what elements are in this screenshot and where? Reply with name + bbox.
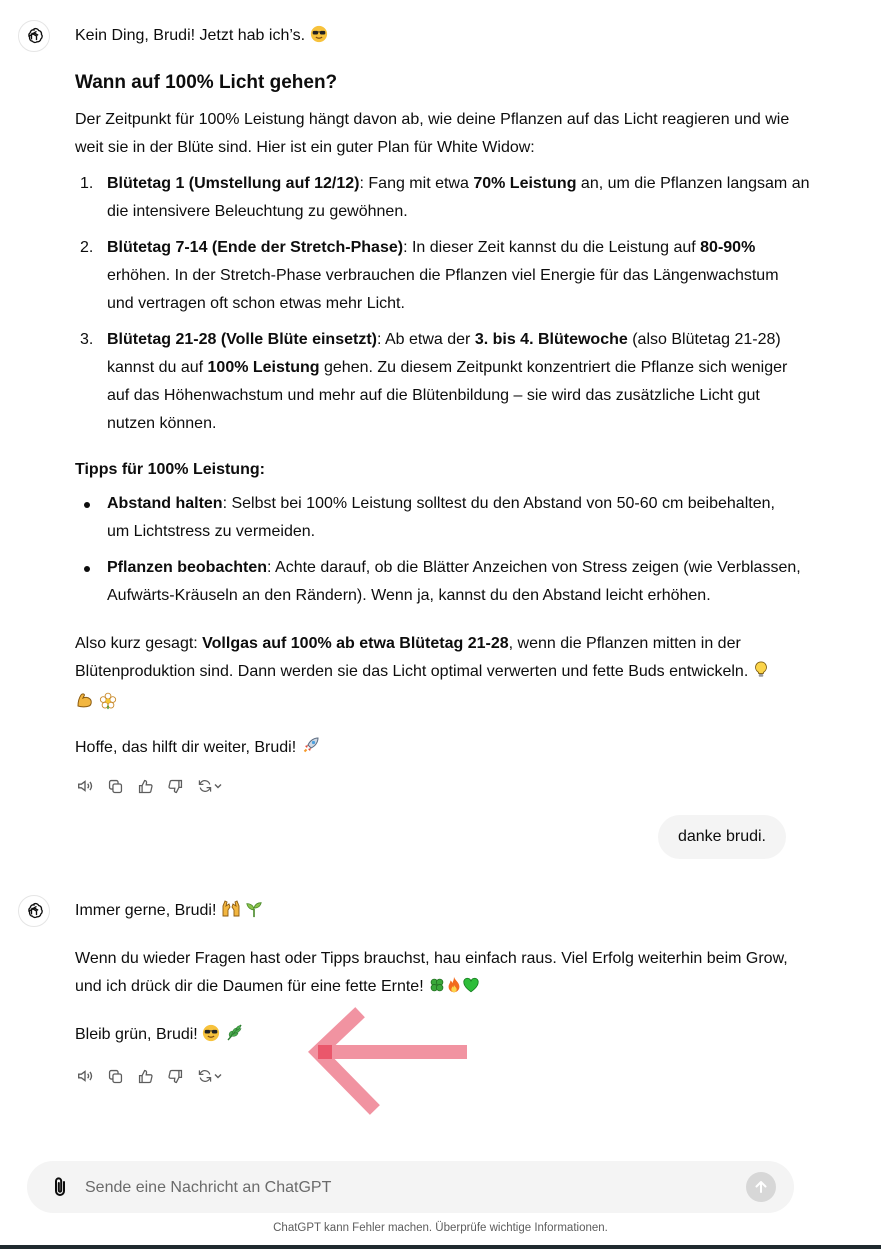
thumbs-up-button[interactable] (135, 776, 155, 796)
thumbs-down-icon (167, 1068, 184, 1085)
message-actions (75, 1065, 225, 1087)
list-item-2-line-2: erhöhen. In der Stretch-Phase verbrauchen die Pflanzen viel Energie für das Längenwachstum (107, 267, 779, 284)
tips-heading: Tipps für 100% Leistung: (75, 461, 265, 478)
closing-line: Hoffe, das hilft dir weiter, Brudi! (75, 734, 321, 762)
read-aloud-button[interactable] (75, 776, 95, 796)
list-item-3-line-4: nutzen können. (107, 415, 217, 432)
read-aloud-button[interactable] (75, 1066, 95, 1086)
thumbs-up-button[interactable] (135, 1066, 155, 1086)
fire-emoji-icon (446, 976, 462, 994)
message-actions (75, 775, 225, 797)
reply-line-2: Wenn du wieder Fragen hast oder Tipps brauchst, hau einfach raus. Viel Erfolg weiterhin beim Grow, (75, 950, 788, 967)
tip-2-line-2: Aufwärts-Kräuseln an den Rändern). Wenn ja, kannst du den Abstand leicht erhöhen. (107, 587, 711, 604)
speaker-icon (76, 777, 94, 795)
thumbs-down-button[interactable] (165, 1066, 185, 1086)
four-leaf-clover-emoji-icon (428, 976, 446, 994)
arrow-annotation-icon (300, 1005, 470, 1120)
list-number-1: 1. (80, 175, 94, 192)
list-item-1-line-1: Blütetag 1 (Umstellung auf 12/12): Fang mit etwa 70% Leistung an, um die Pflanzen langsam an (107, 175, 810, 192)
list-number-3: 3. (80, 331, 94, 348)
list-item-3-line-2: kannst du auf 100% Leistung gehen. Zu diesem Zeitpunkt konzentriert die Pflanze sich weniger (107, 359, 788, 376)
send-arrow-icon (753, 1179, 769, 1195)
assistant-avatar (18, 895, 50, 927)
bullet-dot (84, 566, 90, 572)
message-input[interactable] (83, 1175, 687, 1201)
copy-button[interactable] (105, 1066, 125, 1086)
summary-line-1: Also kurz gesagt: Vollgas auf 100% ab etwa Blütetag 21-28, wenn die Pflanzen mitten in der (75, 635, 741, 652)
intro-line-2: weit sie in der Blüte sind. Hier ist ein guter Plan für White Widow: (75, 139, 535, 156)
send-button[interactable] (746, 1172, 776, 1202)
reply-line-4: Bleib grün, Brudi! (75, 1021, 245, 1049)
thumbs-down-icon (167, 778, 184, 795)
thumbs-down-button[interactable] (165, 776, 185, 796)
regenerate-icon (197, 1068, 213, 1084)
window-bottom-edge (0, 1245, 881, 1249)
attach-button[interactable] (49, 1175, 71, 1199)
thumbs-up-icon (137, 778, 154, 795)
flexed-biceps-emoji-icon (75, 690, 95, 710)
lightbulb-emoji-icon (753, 661, 769, 679)
copy-icon (107, 778, 124, 795)
speaker-icon (76, 1067, 94, 1085)
tip-1-line-2: um Lichtstress zu vermeiden. (107, 523, 316, 540)
bullet-dot (84, 502, 90, 508)
tip-2-line-1: Pflanzen beobachten: Achte darauf, ob die Blätter Anzeichen von Stress zeigen (wie Verblassen, (107, 559, 801, 576)
regenerate-icon (197, 778, 213, 794)
herb-leaf-emoji-icon (225, 1022, 245, 1042)
tip-1-line-1: Abstand halten: Selbst bei 100% Leistung solltest du den Abstand von 50-60 cm beibehalten, (107, 495, 775, 512)
copy-button[interactable] (105, 776, 125, 796)
list-item-2-line-1: Blütetag 7-14 (Ende der Stretch-Phase): In dieser Zeit kannst du die Leistung auf 80-90% (107, 239, 756, 256)
openai-logo-icon (24, 901, 44, 921)
chevron-down-icon (213, 1071, 223, 1081)
greeting-line: Kein Ding, Brudi! Jetzt hab ich’s. (75, 22, 328, 50)
regenerate-button[interactable] (195, 1066, 225, 1086)
copy-icon (107, 1068, 124, 1085)
message-composer (27, 1161, 794, 1213)
sunglasses-emoji-icon (202, 1024, 220, 1042)
sunglasses-emoji-icon (310, 25, 328, 43)
summary-line-2: Blütenproduktion sind. Dann werden sie das Licht optimal verwerten und fette Buds entwickeln. (75, 658, 769, 686)
green-heart-emoji-icon (462, 976, 480, 994)
user-message-bubble (658, 815, 786, 859)
reply-line-3: und ich drück dir die Daumen für eine fette Ernte! (75, 973, 480, 1001)
seedling-emoji-icon (245, 900, 263, 918)
user-message-text: danke brudi. (677, 828, 766, 845)
section-heading: Wann auf 100% Licht gehen? (75, 72, 338, 93)
chevron-down-icon (213, 781, 223, 791)
blossom-emoji-icon (99, 692, 117, 710)
list-item-2-line-3: und vertragen oft schon etwas mehr Licht. (107, 295, 405, 312)
list-item-3-line-1: Blütetag 21-28 (Volle Blüte einsetzt): Ab etwa der 3. bis 4. Blütewoche (also Blütetag 21-28) (107, 331, 781, 348)
intro-line-1: Der Zeitpunkt für 100% Leistung hängt davon ab, wie deine Pflanzen auf das Licht reagieren und wie (75, 111, 790, 128)
summary-emojis (75, 690, 117, 715)
list-item-3-line-3: auf das Höhenwachstum und mehr auf die Blütenbildung – sie wird das zusätzliche Licht gut (107, 387, 760, 404)
list-number-2: 2. (80, 239, 94, 256)
reply-line-1: Immer gerne, Brudi! (75, 897, 263, 925)
regenerate-button[interactable] (195, 776, 225, 796)
paperclip-icon (49, 1175, 71, 1199)
rocket-emoji-icon (301, 735, 321, 755)
assistant-avatar (18, 20, 50, 52)
openai-logo-icon (24, 26, 44, 46)
raising-hands-emoji-icon (221, 898, 241, 918)
thumbs-up-icon (137, 1068, 154, 1085)
list-item-1-line-2: die intensivere Beleuchtung zu gewöhnen. (107, 203, 408, 220)
disclaimer-footer: ChatGPT kann Fehler machen. Überprüfe wichtige Informationen. (273, 1222, 608, 1234)
